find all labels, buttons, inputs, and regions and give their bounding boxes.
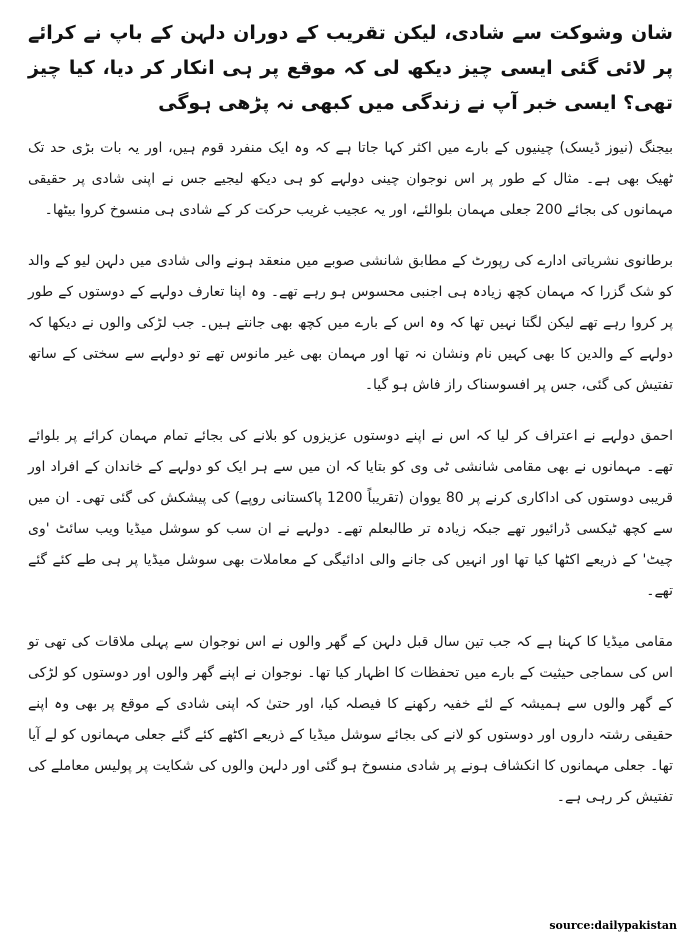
article-headline: شان وشوکت سے شادی، لیکن تقریب کے دوران دلہن کے باپ نے کرائے پر لائی گئی ایسی چیز دیکھ لی کہ موقع پر ہی انکار کر دیا، کیا چیز تھی؟ ایسی خبر آپ نے زندگی میں کبھی نہ پڑھی ہوگی [28,22,673,114]
article-paragraph-1: بیجنگ (نیوز ڈیسک) چینیوں کے بارے میں اکثر کہا جاتا ہے کہ وہ ایک منفرد قوم ہیں، اور یہ بات بڑی حد تک ٹھیک بھی ہے۔ مثال کے طور پر اس نوجوان چینی دولہے کو ہی دیکھ لیجیے جس نے اپنی شادی پر حقیقی مہمانوں کی بجائے 200 جعلی مہمان بلوالئے، اور یہ عجیب غریب حرکت کر کے شادی ہی منسوخ کروا بیٹھا۔ [28,140,673,218]
article [28,16,673,833]
article-paragraph-4: مقامی میڈیا کا کہنا ہے کہ جب تین سال قبل دلہن کے گھر والوں نے اس نوجوان سے پہلی ملاقات کی تھی تو اس کی سماجی حیثیت کے بارے میں تحفظات کا اظہار کیا تھا۔ نوجوان نے اپنے گھر والوں اور دوستوں کو لڑکی کے گھر والوں سے ہمیشہ کے لئے خفیہ رکھنے کا فیصلہ کیا، اور حتیٰ کہ اپنی شادی کے موقع پر بھی وہ اپنے حقیقی رشتہ داروں اور دوستوں کو لانے کی بجائے سوشل میڈیا کے ذریعے اکٹھے کئے گئے جعلی مہمانوں کو لے آیا تھا۔ جعلی مہمانوں کا انکشاف ہونے پر شادی منسوخ ہو گئی اور دلہن والوں کی شکایت پر پولیس معاملے کی تفتیش کر رہی ہے۔ [28,634,673,805]
article-paragraph-2: برطانوی نشریاتی ادارے کی رپورٹ کے مطابق شانشی صوبے میں منعقد ہونے والی شادی میں دلہن لیو کے والد کو شک گزرا کہ مہمان کچھ زیادہ ہی اجنبی محسوس ہو رہے تھے۔ وہ اپنا تعارف دولہے کے دوستوں کے طور پر کروا رہے تھے لیکن لگتا نہیں تھا کہ وہ اس کے بارے میں کچھ بھی جانتے ہیں۔ جب لڑکی والوں نے دیکھا کہ دولہے کے والدین کا بھی کہیں نام ونشان نہ تھا اور مہمان بھی غیر مانوس تھے تو دولہے سے سختی کے ساتھ تفتیش کی گئی، جس پر افسوسناک راز فاش ہو گیا۔ [28,253,673,393]
article-paragraph-3: احمق دولہے نے اعتراف کر لیا کہ اس نے اپنے دوستوں عزیزوں کو بلانے کی بجائے تمام مہمان کرائے پر بلوائے تھے۔ مہمانوں نے بھی مقامی شانشی ٹی وی کو بتایا کہ ان میں سے ہر ایک کو دولہے کے خاندان کے افراد اور قریبی دوستوں کی اداکاری کرنے پر 80 یووان (تقریباً 1200 پاکستانی روپے) کی پیشکش کی گئی تھی۔ ان میں سے کچھ ٹیکسی ڈرائیور تھے جبکہ زیادہ تر طالبعلم تھے۔ دولہے نے ان سب کو سوشل میڈیا ویب سائٹ 'وی چیٹ' کے ذریعے اکٹھا کیا تھا اور انہیں کی جانے والی ادائیگی کے معاملات بھی سوشل میڈیا پر ہی طے کئے گئے تھے۔ [28,428,673,599]
source-credit: source:dailypakistan [549,919,677,932]
